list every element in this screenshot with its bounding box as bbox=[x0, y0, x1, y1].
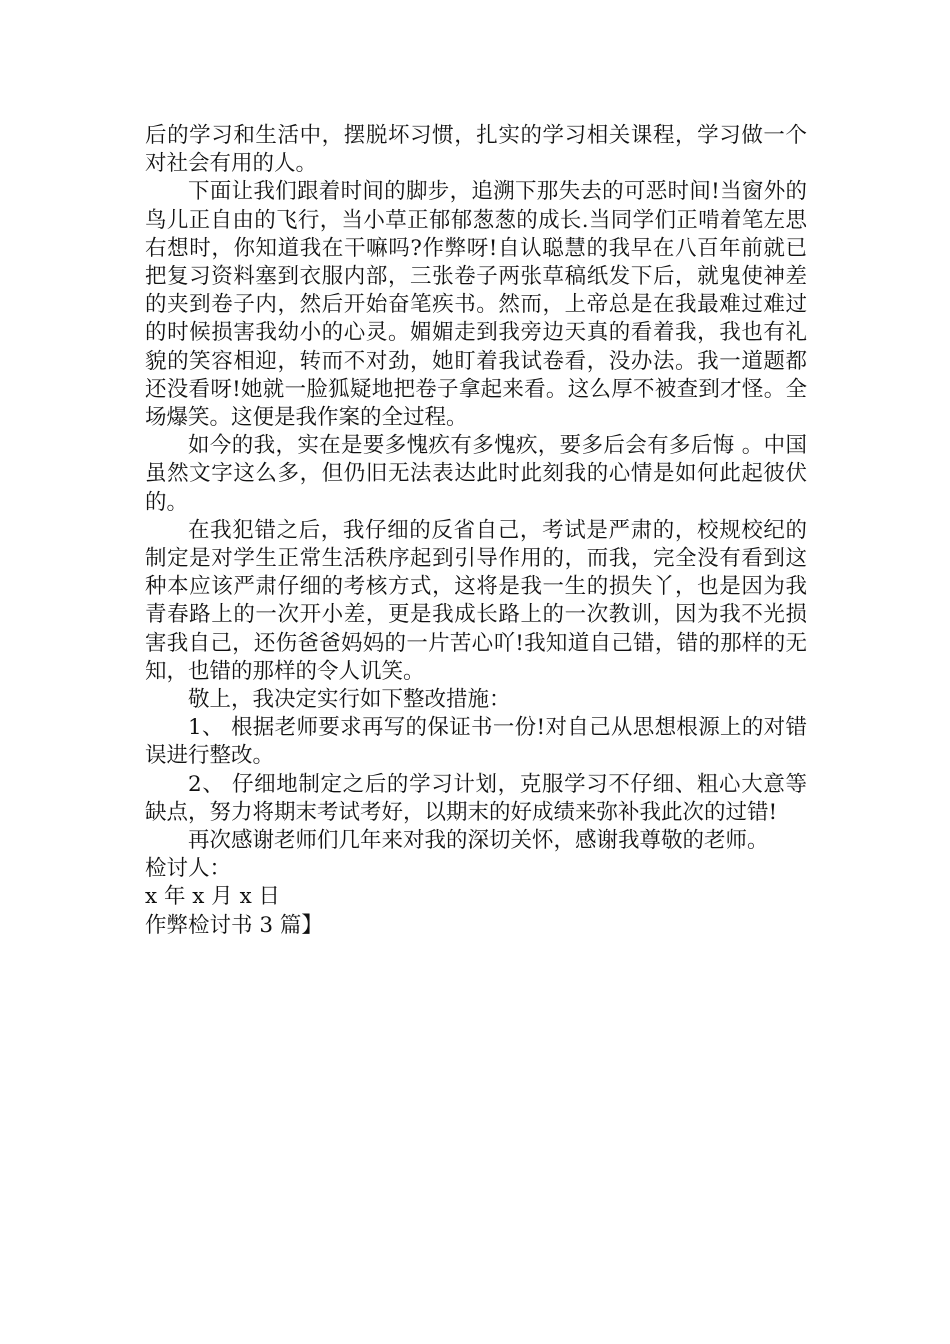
signature-label: 检讨人： bbox=[145, 856, 232, 882]
paragraph-reflection: 在我犯错之后，我仔细的反省自己，考试是严肃的，校规校纪的制定是对学生正常生活秩序起到引导作用的，而我，完全没有看到这种本应该严肃仔细的考核方式，这将是我一生的损失丫，也是因为我青春路上的一次开小差，更是我成长路上的一次教训，因为我不光损害我自己，还伤爸爸妈妈的一片苦心吖!我知道自己错，错的那样的无知，也错的那样的令人讥笑。 bbox=[145, 517, 807, 684]
date-line: x 年 x 月 x 日 bbox=[145, 884, 281, 910]
footer-title: 作弊检讨书 3 篇】 bbox=[145, 912, 323, 938]
measure-item-1: 1、 根据老师要求再写的保证书一份!对自己从思想根源上的对错误进行整改。 bbox=[145, 715, 807, 769]
paragraph-continuation: 后的学习和生活中，摆脱坏习惯，扎实的学习相关课程，学习做一个对社会有用的人。 bbox=[145, 123, 807, 177]
document-body bbox=[145, 122, 807, 940]
measure-item-2: 2、 仔细地制定之后的学习计划，克服学习不仔细、粗心大意等缺点，努力将期末考试考好，以期末的好成绩来弥补我此次的过错! bbox=[145, 771, 807, 825]
paragraph-regret: 如今的我，实在是要多愧疚有多愧疚，要多后会有多后悔 。中国虽然文字这么多，但仍旧无法表达此时此刻我的心情是如何此起彼伏的。 bbox=[145, 433, 807, 515]
paragraph-measures-intro: 敬上，我决定实行如下整改措施： bbox=[188, 687, 511, 713]
paragraph-narrative: 下面让我们跟着时间的脚步，追溯下那失去的可恶时间!当窗外的鸟儿正自由的飞行，当小草正郁郁葱葱的成长.当同学们正啃着笔左思右想时，你知道我在干嘛吗?作弊呀!自认聪慧的我早在八百年前就已把复习资料塞到衣服内部，三张卷子两张草稿纸发下后，就鬼使神差的夹到卷子内，然后开始奋笔疾书。然而，上帝总是在我最难过难过的时候损害我幼小的心灵。媚媚走到我旁边天真的看着我，我也有礼貌的笑容相迎，转而不对劲，她盯着我试卷看，没办法。我一道题都还没看呀!她就一脸狐疑地把卷子拿起来看。这么厚不被查到才怪。全场爆笑。这便是我作案的全过程。 bbox=[145, 179, 807, 431]
paragraph-thanks: 再次感谢老师们几年来对我的深切关怀，感谢我尊敬的老师。 bbox=[188, 828, 769, 854]
